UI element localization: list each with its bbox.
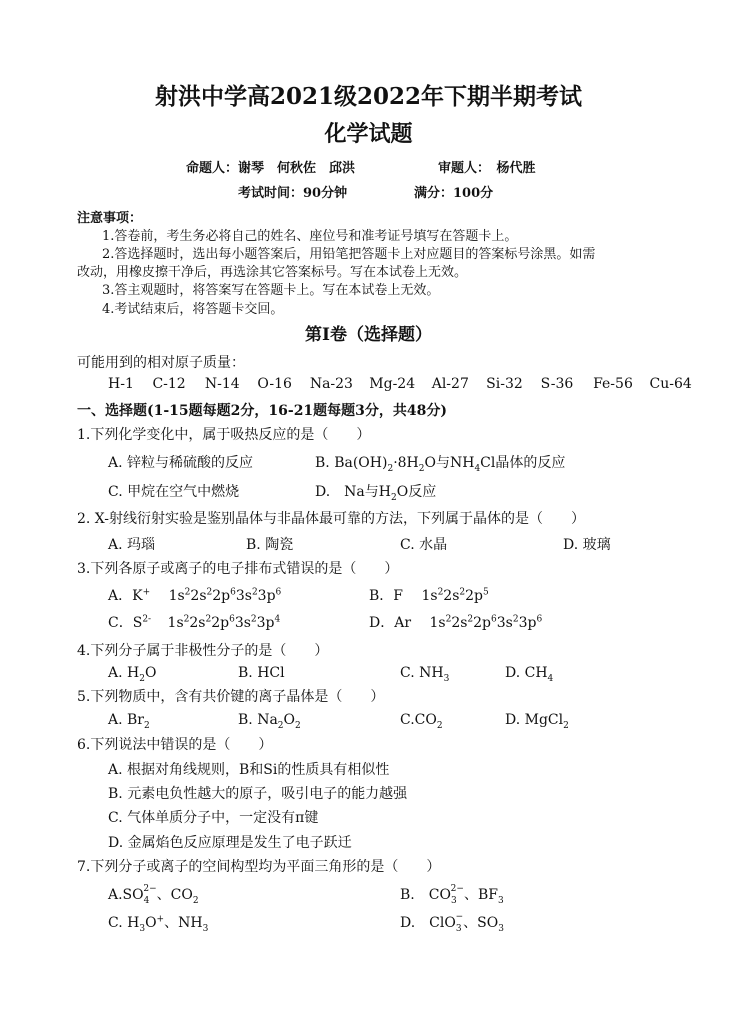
q1-option-c: C. 甲烷在空气中燃烧 [108, 484, 240, 500]
q2-option-d: D. 玻璃 [563, 537, 611, 553]
q1-option-b: B. $Ba(OH)_2\cdot 8H_2O$与$NH_4Cl$晶体的反应 [315, 455, 566, 474]
atomic-mass: Fe-56 [593, 376, 633, 392]
q4-stem: 4.下列分子属于非极性分子的是（ ） [77, 643, 329, 659]
q2-option-b: B. 陶瓷 [246, 537, 294, 553]
q7-c-text: C. H [108, 915, 140, 931]
q1-b-cl: Cl晶体的反应 [480, 455, 566, 471]
q5-a-text: A. Br [108, 712, 144, 728]
q1-d-prefix: D. Na与H [315, 484, 391, 500]
q3-option-d: D．Ar $1s^22s^22p^63s^23p^6$ [369, 614, 543, 631]
q5-stem: 5.下列物质中，含有共价键的离子晶体是（ ） [77, 689, 385, 705]
q1-b-prefix: B. [315, 455, 330, 471]
q4-option-b: B. HCl [238, 665, 285, 681]
q7-c-text3: 、NH [164, 915, 203, 931]
atomic-mass: H-1 [108, 376, 134, 392]
q7-option-d: D. ClO$_3$−、$SO_3$ [400, 912, 504, 934]
q3-a-label: A．K [108, 588, 143, 604]
q3-d-label: D．Ar [369, 615, 412, 631]
q7-option-c: C. $H_3O^+$、$NH_3$ [108, 914, 209, 934]
q4-c-text: C. NH [400, 665, 444, 681]
q7-b-text2: 、BF [463, 887, 498, 903]
q4-option-c: C. $NH_3$ [400, 665, 450, 684]
q5-option-a: A. $Br_2$ [108, 712, 150, 731]
q1-d-suffix: O反应 [396, 484, 437, 500]
atomic-mass: Si-32 [486, 376, 523, 392]
q1-option-a: A. 锌粒与稀硫酸的反应 [108, 455, 254, 471]
q7-option-a: $A.SO_4^{2-}$、$CO_2$ [108, 884, 199, 906]
q7-d-text2: 、SO [463, 915, 499, 931]
atomic-mass: C-12 [152, 376, 186, 392]
q3-option-a: A．K+ $1s^22s^22p^63s^23p^6$ [108, 587, 282, 604]
q5-option-b: B. $Na_2O_2$ [238, 712, 301, 731]
q6-option-b: B. 元素电负性越大的原子，吸引电子的能力越强 [108, 786, 408, 802]
q4-option-a: A. $H_2O$ [108, 665, 157, 684]
note-item: 改动，用橡皮擦干净后，再选涂其它答案标号。写在本试卷上无效。 [77, 265, 468, 280]
q2-option-a: A. 玛瑙 [108, 537, 156, 553]
atomic-mass: N-14 [204, 376, 240, 392]
note-item: 4.考试结束后，将答题卡交回。 [102, 302, 284, 317]
score-label: 满分：100分 [414, 186, 494, 201]
section-heading: 第Ⅰ卷（选择题） [305, 325, 432, 345]
q1-b-o: O与NH [424, 455, 475, 471]
q2-stem: 2. X-射线衍射实验是鉴别晶体与非晶体最可靠的方法，下列属于晶体的是（ ） [77, 511, 586, 527]
q3-option-c: C．$S^{2-}$ $1s^22s^22p^63s^23p^4$ [108, 614, 281, 631]
q5-option-d: D. MgCl$_2$ [505, 712, 569, 731]
notes-heading: 注意事项： [77, 211, 143, 226]
atomic-mass: Mg-24 [369, 376, 416, 392]
atomic-mass: O-16 [257, 376, 292, 392]
subject-title: 化学试题 [324, 121, 413, 147]
q5-d-text: D. MgCl [505, 712, 564, 728]
q5-option-c: $C.CO_2$ [400, 712, 443, 731]
q7-b-text: B. CO [400, 887, 451, 903]
note-item: 2.答选择题时，选出每小题答案后，用铅笔把答题卡上对应题目的答案标号涂黑。如需 [102, 247, 596, 262]
authors-label: 命题人：谢琴 何秋佐 邱洪 [186, 161, 356, 176]
q3-c-label: C．S [108, 615, 143, 631]
atomic-mass-label: 可能用到的相对原子质量： [77, 355, 245, 371]
q7-c-text2: O [145, 915, 157, 931]
time-label: 考试时间：90分钟 [238, 186, 348, 201]
q3-stem: 3.下列各原子或离子的电子排布式错误的是（ ） [77, 561, 399, 577]
atomic-mass: Cu-64 [649, 376, 692, 392]
q4-a-text: A. H [108, 665, 140, 681]
q3-option-b: B．F $1s^22s^22p^5$ [369, 587, 489, 604]
q4-a-text2: O [144, 665, 157, 681]
atomic-mass: Na-23 [309, 376, 353, 392]
q1-b-mid: ·8H [393, 455, 419, 471]
part-heading: 一、选择题(1-15题每题2分，16-21题每题3分，共48分) [77, 403, 448, 419]
q3-b-label: B．F [369, 588, 404, 604]
q1-option-d: D. Na与$H_2O$反应 [315, 484, 437, 503]
q5-c-text: C.CO [400, 712, 437, 728]
atomic-mass: Al-27 [431, 376, 469, 392]
q7-d-text: D. ClO [400, 915, 456, 931]
q6-option-a: A. 根据对角线规则，B和Si的性质具有相似性 [108, 762, 390, 778]
q6-option-c: C. 气体单质分子中，一定没有π键 [108, 810, 319, 826]
q6-option-d: D. 金属焰色反应原理是发生了电子跃迁 [108, 835, 352, 851]
q4-option-d: D. $CH_4$ [505, 665, 554, 684]
q5-b-text2: O [283, 712, 296, 728]
q7-a-text2: 、CO [156, 887, 193, 903]
q5-b-text: B. Na [238, 712, 278, 728]
q4-d-text: D. CH [505, 665, 548, 681]
q1-stem: 1.下列化学变化中，属于吸热反应的是（ ） [77, 427, 371, 443]
q7-a-text: A.SO [108, 887, 144, 903]
q6-stem: 6.下列说法中错误的是（ ） [77, 737, 273, 753]
q7-option-b: B. $CO_3^{2-}$、$BF_3$ [400, 884, 504, 906]
atomic-mass: S-36 [540, 376, 574, 392]
note-item: 1.答卷前，考生务必将自己的姓名、座位号和准考证号填写在答题卡上。 [102, 229, 518, 244]
q2-option-c: C. 水晶 [400, 537, 448, 553]
note-item: 3.答主观题时，将答案写在答题卡上。写在本试卷上无效。 [102, 283, 440, 298]
atomic-mass-list [108, 376, 692, 392]
exam-title: 射洪中学高2021级2022年下期半期考试 [154, 83, 583, 110]
q1-b-formula: Ba(OH) [334, 455, 388, 471]
reviewer-label: 审题人： 杨代胜 [438, 161, 536, 176]
q7-stem: 7.下列分子或离子的空间构型均为平面三角形的是（ ） [77, 859, 441, 875]
